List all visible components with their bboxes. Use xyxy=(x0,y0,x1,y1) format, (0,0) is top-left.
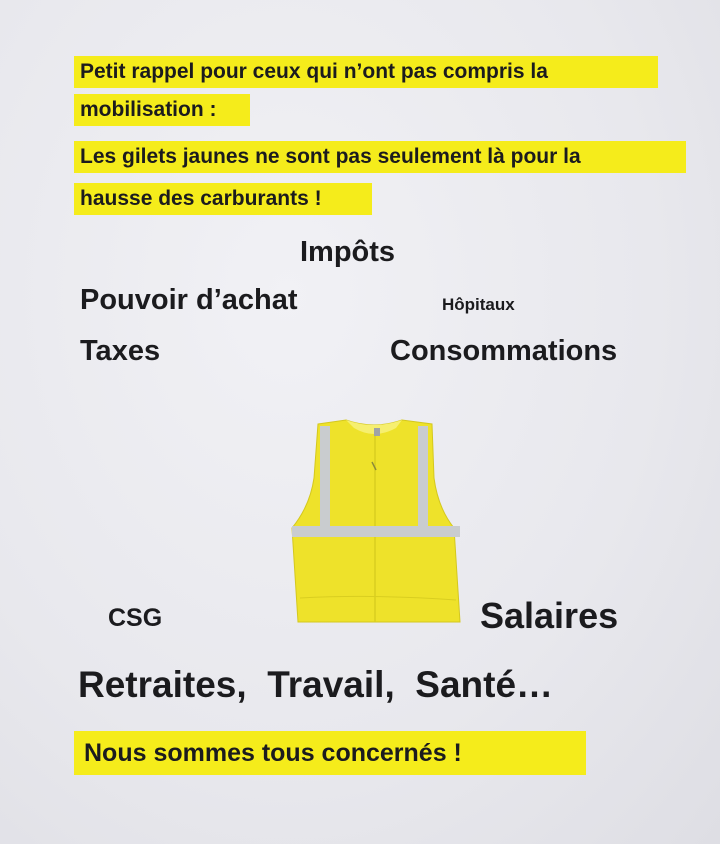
topic-pouvoir-achat: Pouvoir d’achat xyxy=(80,284,298,316)
topic-retraites-travail-sante: Retraites, Travail, Santé… xyxy=(78,664,554,705)
yellow-vest-icon xyxy=(284,418,466,626)
intro-line-2: mobilisation : xyxy=(74,94,250,126)
intro-line-4: hausse des carburants ! xyxy=(74,183,372,215)
conclusion-banner: Nous sommes tous concernés ! xyxy=(74,731,586,775)
topic-salaires: Salaires xyxy=(480,595,619,636)
topic-taxes: Taxes xyxy=(80,335,161,367)
topic-consommations: Consommations xyxy=(390,335,618,367)
topic-hopitaux: Hôpitaux xyxy=(442,295,515,314)
topic-impots: Impôts xyxy=(300,236,396,268)
topic-csg: CSG xyxy=(108,604,163,632)
intro-line-1: Petit rappel pour ceux qui n’ont pas compris la xyxy=(74,56,658,88)
intro-line-3: Les gilets jaunes ne sont pas seulement là pour la xyxy=(74,141,686,173)
